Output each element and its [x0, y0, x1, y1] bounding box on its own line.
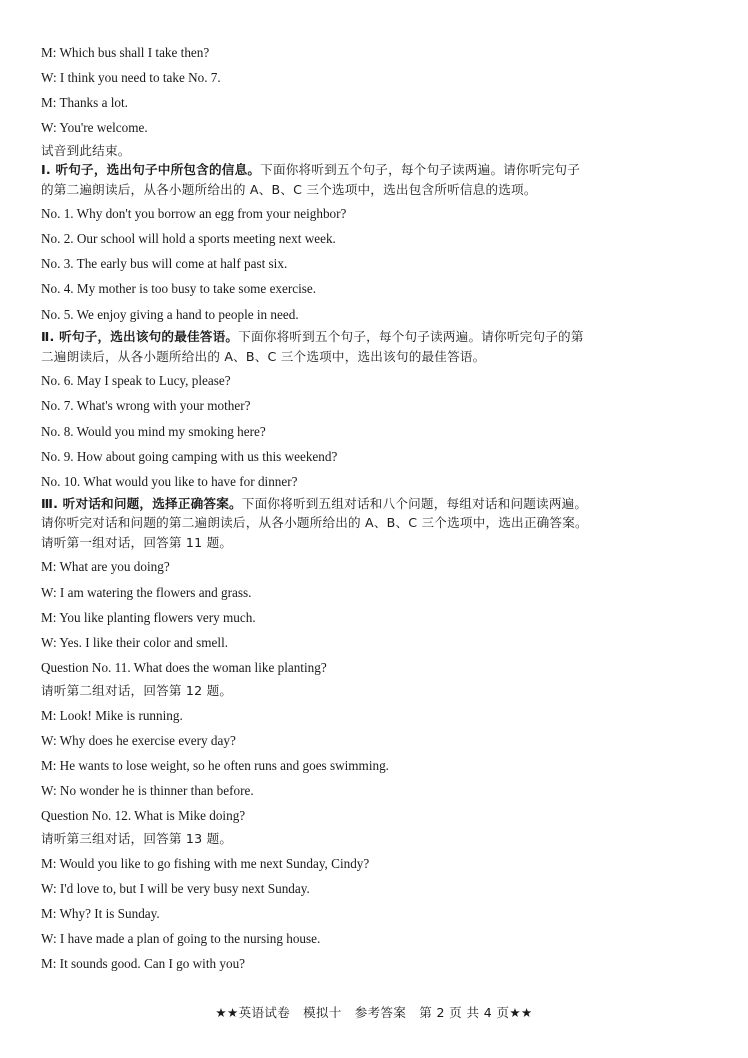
- transcript-line: [41, 803, 713, 828]
- line-text: No. 4. My mother is too busy to take some exercise.: [41, 281, 317, 297]
- instruction-line: [41, 179, 713, 202]
- transcript-line: [41, 851, 713, 876]
- line-text: 请听第二组对话，回答第 12 题。: [41, 683, 233, 699]
- line-text: W: No wonder he is thinner than before.: [41, 783, 254, 799]
- line-text: Question No. 12. What is Mike doing?: [41, 808, 246, 824]
- line-text: No. 6. May I speak to Lucy, please?: [41, 373, 231, 389]
- instruction-line: [41, 828, 713, 851]
- section-heading: [41, 494, 713, 513]
- instruction-line: [41, 346, 713, 369]
- line-text: M: Would you like to go fishing with me next Sunday, Cindy?: [41, 855, 370, 871]
- transcript-line: [41, 951, 713, 976]
- transcript-line: [41, 40, 713, 65]
- line-text: W: You're welcome.: [41, 120, 148, 136]
- transcript-line: [41, 65, 713, 90]
- instruction-line: [41, 680, 713, 703]
- line-text: M: You like planting flowers very much.: [41, 609, 256, 625]
- line-text: W: Yes. I like their color and smell.: [41, 634, 229, 650]
- line-text: M: Look! Mike is running.: [41, 707, 183, 723]
- line-text: No. 3. The early bus will come at half past six.: [41, 256, 288, 272]
- transcript-line: [41, 901, 713, 926]
- line-text: 下面你将听到五个句子，每个句子读两遍。请你听完句子: [260, 161, 580, 177]
- transcript-line: [41, 655, 713, 680]
- transcript-line: [41, 419, 713, 444]
- transcript-line: [41, 753, 713, 778]
- line-text: W: Why does he exercise every day?: [41, 732, 236, 748]
- transcript-line: [41, 302, 713, 327]
- instruction-line: [41, 513, 713, 532]
- line-text: 试音到此结束。: [41, 142, 131, 158]
- line-text: W: I think you need to take No. 7.: [41, 70, 221, 86]
- transcript-line: [41, 703, 713, 728]
- transcript-line: [41, 469, 713, 494]
- line-text: No. 9. How about going camping with us this weekend?: [41, 448, 338, 464]
- transcript-line: [41, 368, 713, 393]
- line-text: M: What are you doing?: [41, 559, 170, 575]
- transcript-line: [41, 251, 713, 276]
- line-text: M: Thanks a lot.: [41, 95, 128, 111]
- line-text: No. 2. Our school will hold a sports meeting next week.: [41, 231, 336, 247]
- transcript-line: [41, 226, 713, 251]
- line-text: M: It sounds good. Can I go with you?: [41, 956, 246, 972]
- line-text: M: He wants to lose weight, so he often runs and goes swimming.: [41, 757, 389, 773]
- line-text: W: I am watering the flowers and grass.: [41, 584, 252, 600]
- line-text: 下面你将听到五个句子，每个句子读两遍。请你听完句子的第: [238, 328, 584, 344]
- line-text: 下面你将听到五组对话和八个问题，每组对话和问题读两遍。: [241, 495, 588, 511]
- transcript-line: [41, 90, 713, 115]
- transcript-line: [41, 728, 713, 753]
- line-text: 请听第三组对话，回答第 13 题。: [41, 831, 233, 847]
- transcript-line: [41, 444, 713, 469]
- page-footer: ★★英语试卷 模拟十 参考答案 第 2 页 共 4 页★★: [215, 1005, 533, 1020]
- transcript-line: [41, 876, 713, 901]
- transcript-line: [41, 580, 713, 605]
- line-text: 请你听完对话和问题的第二遍朗读后，从各小题所给出的 A、B、C 三个选项中，选出正确答案。: [41, 514, 588, 530]
- section-title: Ⅱ. 听句子，选出该句的最佳答语。: [41, 328, 239, 344]
- transcript-line: [41, 926, 713, 951]
- transcript-line: [41, 276, 713, 301]
- line-text: Question No. 11. What does the woman like planting?: [41, 660, 327, 676]
- line-text: 请听第一组对话，回答第 11 题。: [41, 534, 233, 550]
- line-text: No. 5. We enjoy giving a hand to people in need.: [41, 306, 299, 322]
- transcript-line: [41, 605, 713, 630]
- line-text: M: Which bus shall I take then?: [41, 45, 210, 60]
- section-title: Ⅲ. 听对话和问题，选择正确答案。: [41, 495, 242, 511]
- section-title: Ⅰ. 听句子，选出句子中所包含的信息。: [41, 161, 261, 177]
- line-text: W: I'd love to, but I will be very busy next Sunday.: [41, 881, 310, 897]
- line-text: No. 1. Why don't you borrow an egg from your neighbor?: [41, 206, 347, 222]
- line-text: No. 8. Would you mind my smoking here?: [41, 423, 266, 439]
- transcript-line: [41, 393, 713, 418]
- transcript-line: [41, 630, 713, 655]
- line-text: No. 10. What would you like to have for dinner?: [41, 473, 298, 489]
- line-text: 的第二遍朗读后，从各小题所给出的 A、B、C 三个选项中，选出包含所听信息的选项。: [41, 181, 537, 197]
- line-text: No. 7. What's wrong with your mother?: [41, 398, 251, 414]
- section-heading: [41, 327, 713, 346]
- transcript-line: [41, 554, 713, 579]
- instruction-line: [41, 141, 713, 160]
- line-text: W: I have made a plan of going to the nursing house.: [41, 931, 321, 947]
- section-heading: [41, 160, 713, 179]
- instruction-line: [41, 532, 713, 555]
- line-text: M: Why? It is Sunday.: [41, 906, 160, 922]
- transcript-line: [41, 115, 713, 140]
- transcript-line: [41, 201, 713, 226]
- answer-document: [41, 40, 713, 977]
- transcript-line: [41, 778, 713, 803]
- line-text: 二遍朗读后，从各小题所给出的 A、B、C 三个选项中，选出该句的最佳答语。: [41, 348, 486, 364]
